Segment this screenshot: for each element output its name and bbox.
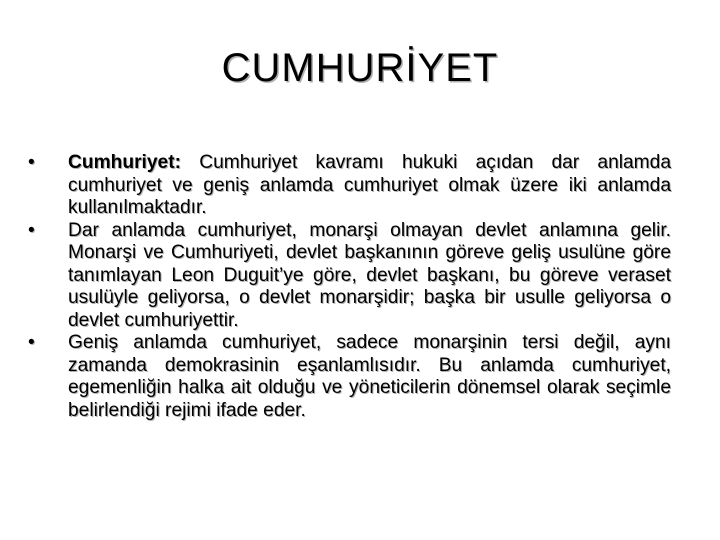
slide-title: CUMHURİYET xyxy=(221,46,499,90)
bullet-marker: • xyxy=(28,332,35,353)
bullet-text: Dar anlamda cumhuriyet, monarşi olmayan devlet anlamına gelir. Monarşi ve Cumhuriyeti, devlet başkanının göreve geliş usulüne göre tanımlayan Leon Duguit’ye göre, devlet başkanı, bu göreve veraset usulüyle geliyorsa, o devlet monarşidir; başka bir usulle geliyorsa o devlet cumhuriyettir. xyxy=(68,219,671,331)
bullet-marker: • xyxy=(28,152,35,173)
bullet-item-cumhuriyet xyxy=(28,152,671,220)
bullet-item-dar-anlamda xyxy=(28,220,671,333)
bullet-text: Geniş anlamda cumhuriyet, sadece monarşinin tersi değil, aynı zamanda demokrasinin eşanlamlısıdır. Bu anlamda cumhuriyet, egemenliğin halka ait olduğu ve yöneticilerin dönemsel olarak seçimle belirlendiği rejimi ifade eder. xyxy=(68,332,671,421)
bullet-item-genis-anlamda xyxy=(28,332,671,422)
bullet-marker: • xyxy=(28,219,35,241)
bullet-text: Cumhuriyet kavramı hukuki açıdan dar anlamda cumhuriyet ve geniş anlamda cumhuriyet olmak üzere iki anlamda kullanılmaktadır. xyxy=(68,152,671,218)
bullet-term: Cumhuriyet: xyxy=(68,152,181,173)
bullet-list xyxy=(28,152,671,422)
